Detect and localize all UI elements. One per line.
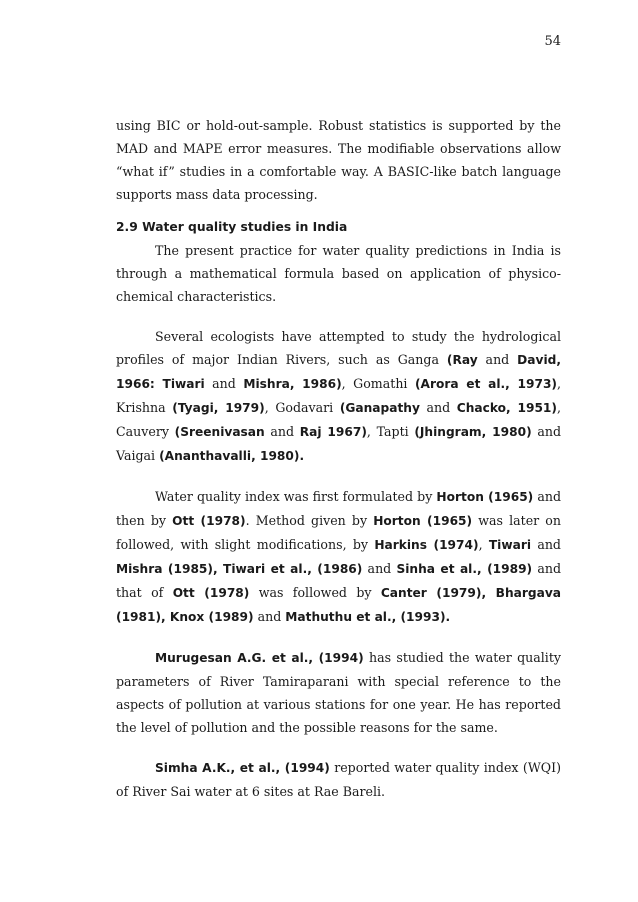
text-run: and xyxy=(419,400,457,415)
citation: (Ananthavalli, 1980). xyxy=(159,449,305,463)
text-run: and then by xyxy=(116,489,562,528)
text-run: was later on followed, with slight modifications, by xyxy=(116,513,561,552)
citation: Harkins (1974) xyxy=(374,538,479,552)
paragraph-2 xyxy=(116,325,561,468)
paragraph-3 xyxy=(116,485,561,629)
text-run: and xyxy=(204,376,244,391)
text-run: and xyxy=(253,609,286,624)
text-run: and xyxy=(264,424,300,439)
citation: (Ray xyxy=(446,353,478,367)
citation: Ott (1978) xyxy=(172,514,246,528)
citation: Horton (1965) xyxy=(373,514,473,528)
citation: Simha A.K., et al., (1994) xyxy=(155,761,330,775)
section-heading: 2.9 Water quality studies in India xyxy=(116,220,348,234)
citation: (Jhingram, 1980) xyxy=(414,425,532,439)
citation: Murugesan A.G. et al., (1994) xyxy=(155,651,364,665)
text-run: has studied the water quality parameters of River Tamiraparani with special reference to the aspects of pollution at various stations for one year. He has reported the level of pollution and the possible reasons for the same. xyxy=(116,650,561,735)
text-run: . Method given by xyxy=(245,513,374,528)
paragraph-5 xyxy=(116,756,561,803)
citation: Ott (1978) xyxy=(172,586,250,600)
text-run: , Cauvery xyxy=(116,400,561,439)
text-run: , Godavari xyxy=(264,400,340,415)
paragraph-1: The present practice for water quality predictions in India is through a mathematical formula based on application of physico-chemical characteristics. xyxy=(116,243,561,304)
citation: Canter (1979), Bhargava (1981), Knox (1989) xyxy=(116,586,561,624)
text-run: was followed by xyxy=(249,585,381,600)
citation: Horton (1965) xyxy=(436,490,534,504)
citation: Mishra, 1986) xyxy=(243,377,342,391)
text-run: reported water quality index (WQI) of River Sai water at 6 sites at Rae Bareli. xyxy=(116,760,561,799)
page-body xyxy=(116,114,561,803)
text-run: Several ecologists have attempted to study the hydrological profiles of major Indian Rivers, such as Ganga xyxy=(116,329,561,367)
text-run: and that of xyxy=(116,561,562,600)
text-run: and Vaigai xyxy=(116,424,562,463)
text-run: , Tapti xyxy=(366,424,415,439)
paragraph-4 xyxy=(116,646,561,739)
page-number: 54 xyxy=(544,34,561,49)
citation: (Arora et al., 1973) xyxy=(414,377,557,391)
citation: David, 1966: Tiwari xyxy=(116,353,561,391)
citation: Mishra (1985), Tiwari et al., (1986) xyxy=(116,562,363,576)
text-run: , Krishna xyxy=(116,376,562,415)
citation: (Sreenivasan xyxy=(174,425,265,439)
citation: (Tyagi, 1979) xyxy=(172,401,265,415)
citation: Sinha et al., (1989) xyxy=(396,562,533,576)
paragraph-intro: using BIC or hold-out-sample. Robust statistics is supported by the MAD and MAPE error measures. The modifiable observations allow “what if” studies in a comfortable way. A BASIC-like batch language supports mass data processing. xyxy=(116,118,561,202)
text-run: and xyxy=(531,537,561,552)
citation: Tiwari xyxy=(488,538,532,552)
citation: Raj 1967) xyxy=(299,425,367,439)
text-run: , Gomathi xyxy=(341,376,415,391)
text-run: Water quality index was first formulated by xyxy=(155,489,437,504)
text-run: and xyxy=(477,352,518,367)
text-run: , xyxy=(478,537,489,552)
text-run: and xyxy=(362,561,397,576)
citation: (Ganapathy xyxy=(339,401,420,415)
citation: Chacko, 1951) xyxy=(456,401,557,415)
citation: Mathuthu et al., (1993). xyxy=(285,610,451,624)
